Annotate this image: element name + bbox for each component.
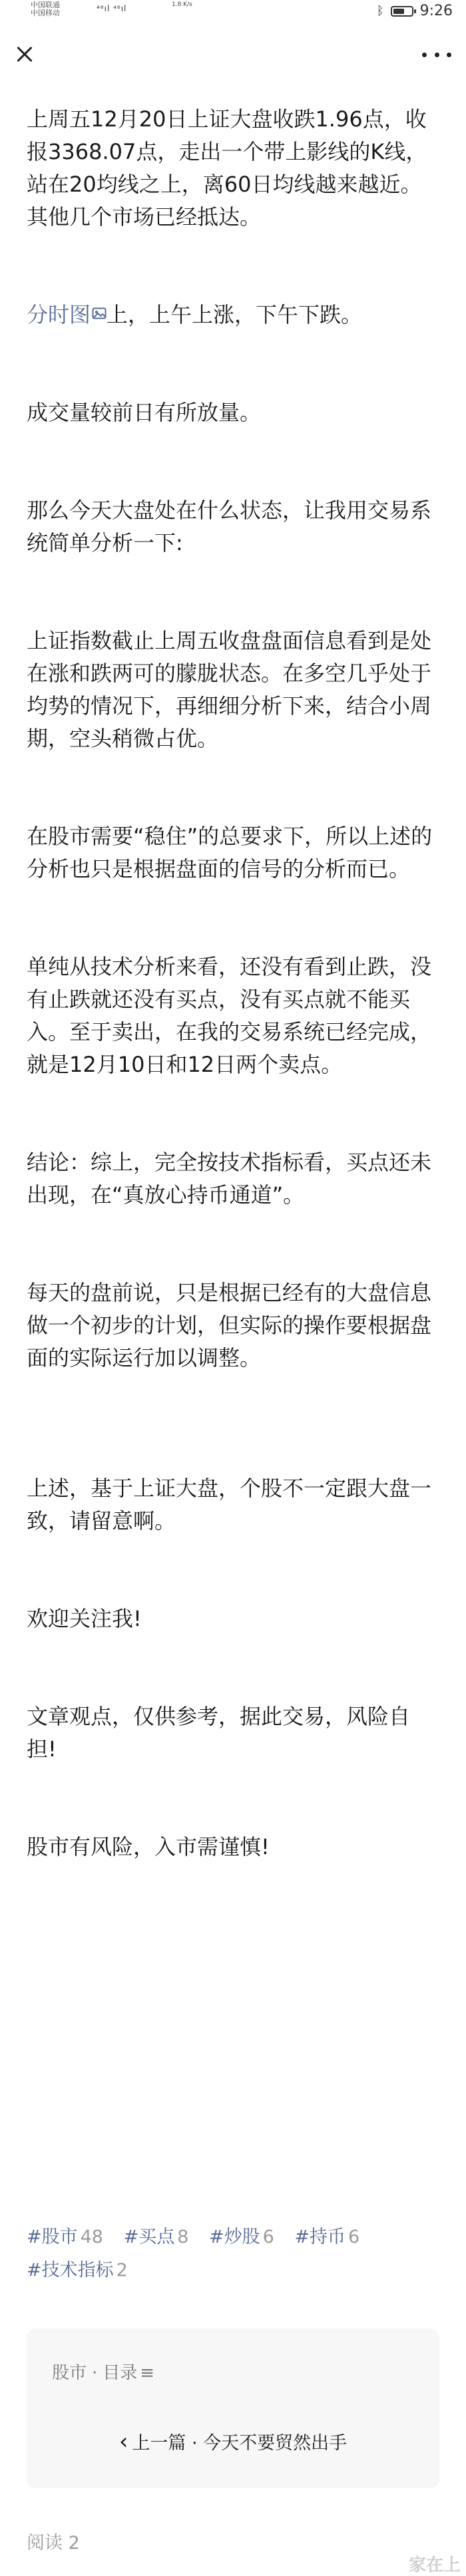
paragraph: 上证指数截止上周五收盘盘面信息看到是处在涨和跌两可的朦胧状态。在多空几乎处于均势的情况下，再细细分析下来，结合小周期，空头稍微占优。 [27,628,432,751]
carrier-2: 中国移动 [31,9,60,17]
tag-label: #买点 [123,2227,175,2247]
status-right [377,3,453,19]
tag-trading[interactable] [209,2227,274,2247]
clock: 9:26 [419,3,453,19]
close-icon[interactable] [12,41,39,68]
tag-list [27,2221,439,2287]
carrier-1: 中国联通 [31,1,60,9]
article-body [27,103,439,1863]
tag-count: 6 [348,2227,360,2247]
tag-buy-point[interactable] [124,2227,189,2247]
paragraph: 每天的盘前说，只是根据已经有的大盘信息做一个初步的计划，但实际的操作要根据盘面的实际运行加以调整。 [27,1280,432,1370]
status-bar [0,0,466,23]
tag-count: 6 [262,2227,274,2247]
paragraph: 文章观点，仅供参考，据此交易，风险自担! [27,1704,411,1762]
tag-count: 8 [177,2227,189,2247]
tag-label: #技术指标 [27,2260,114,2281]
tag-count: 48 [80,2227,103,2247]
prev-article-label: 上一篇 · 今天不要贸然出手 [132,2433,348,2454]
toc-icon: ≡ [140,2363,155,2383]
paragraph: 在股市需要“稳住”的总要求下，所以上述的分析也只是根据盘面的信号的分析而已。 [27,824,433,882]
tag-stock[interactable] [27,2227,103,2247]
network-speed: 1.8 K/s [172,1,192,8]
paragraph: 结论：综上，完全按技术指标看，买点还未出现，在“真放心持币通道”。 [27,1150,432,1208]
toc-label: 目录 [103,2363,138,2383]
watermark-logo: 家在上 [408,2555,461,2575]
tag-technical-indicator[interactable] [27,2260,128,2281]
bluetooth-icon: ᛒ [376,4,384,18]
tag-label: #持币 [294,2227,346,2247]
tag-hold-cash[interactable] [294,2227,359,2247]
image-icon [92,306,107,321]
paragraph: 上周五12月20日上证大盘收跌1.96点，收报3368.07点，走出一个带上影线的K线，站在20均线之上，离60日均线越来越近。其他几个市场已经抵达。 [27,106,427,230]
read-count: 阅读 2 [27,2533,80,2553]
chevron-left-icon: ‹ [118,2428,128,2455]
collection-header[interactable] [52,2359,154,2384]
tag-count: 2 [116,2260,128,2281]
collection-name: 股市 [52,2363,87,2383]
paragraph: 股市有风险，入市需谨慎! [27,1834,270,1859]
paragraph: 成交量较前日有所放量。 [27,400,262,425]
timeshare-chart-link[interactable]: 分时图 [27,302,91,327]
nav-bar [0,27,466,86]
prev-article-link[interactable] [27,2428,439,2455]
carrier-info [31,1,60,17]
collection-card [27,2329,439,2488]
paragraph: 单纯从技术分析来看，还没有看到止跌，没有止跌就还没有买点，没有买点就不能买入。至于卖出，在我的交易系统已经完成，就是12月10日和12日两个卖点。 [27,954,432,1077]
paragraph [27,299,439,331]
signal-icon: ⁴⁶ıl ⁴⁶ıl [97,4,127,13]
separator: · [92,2363,98,2383]
tag-label: #股市 [27,2227,78,2247]
paragraph-text: 上，上午上涨，下午下跌。 [107,302,363,327]
paragraph: 那么今天大盘处在什么状态，让我用交易系统简单分析一下: [27,498,432,556]
paragraph: 上述，基于上证大盘，个股不一定跟大盘一致，请留意啊。 [27,1476,432,1533]
battery-fill [393,9,404,14]
paragraph: 欢迎关注我! [27,1606,142,1631]
battery-icon [391,6,413,17]
tag-label: #炒股 [208,2227,260,2247]
more-icon[interactable] [422,49,451,60]
